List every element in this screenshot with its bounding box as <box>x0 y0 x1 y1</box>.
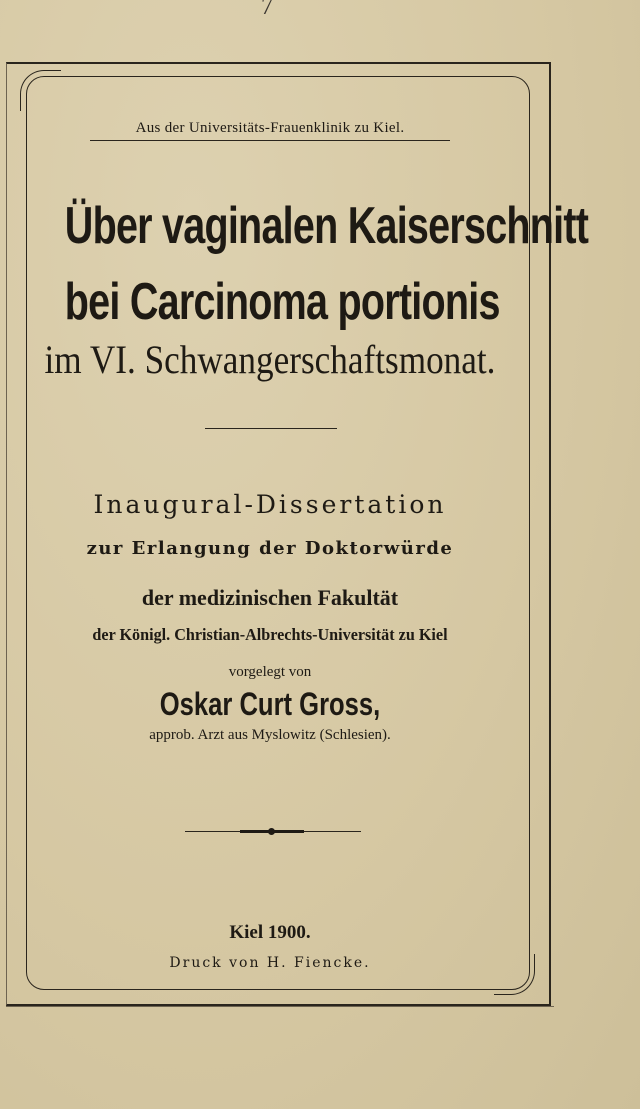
imprint-place-year: Kiel 1900. <box>229 922 311 943</box>
title-line-1: Über vaginalen Kaiserschnitt <box>64 197 589 255</box>
faculty-line: der medizinischen Fakultät <box>141 585 399 610</box>
imprint-printer: Druck von H. Fiencke. <box>169 955 371 971</box>
frame-corner-top-left <box>20 70 61 111</box>
dissertation-purpose: zur Erlangung der Doktorwürde <box>86 538 454 559</box>
bottom-rule <box>6 1006 554 1007</box>
university-line: der Königl. Christian-Albrechts-Universität zu Kiel <box>92 625 448 644</box>
author-description: approb. Arzt aus Myslowitz (Schlesien). <box>149 727 391 743</box>
title-line-2: bei Carcinoma portionis <box>64 273 500 331</box>
presented-by: vorgelegt von <box>228 664 312 680</box>
page-number: 7 <box>261 0 273 20</box>
title-line-3: im VI. Schwangerschaftsmonat. <box>44 337 496 382</box>
author-name: Oskar Curt Gross, <box>159 686 381 722</box>
institution-line: Aus der Universitäts-Frauenklinik zu Kiel. <box>90 120 450 141</box>
divider-rule <box>205 428 337 429</box>
ornament-dot <box>268 828 275 835</box>
dissertation-type: Inaugural-Dissertation <box>93 490 447 519</box>
